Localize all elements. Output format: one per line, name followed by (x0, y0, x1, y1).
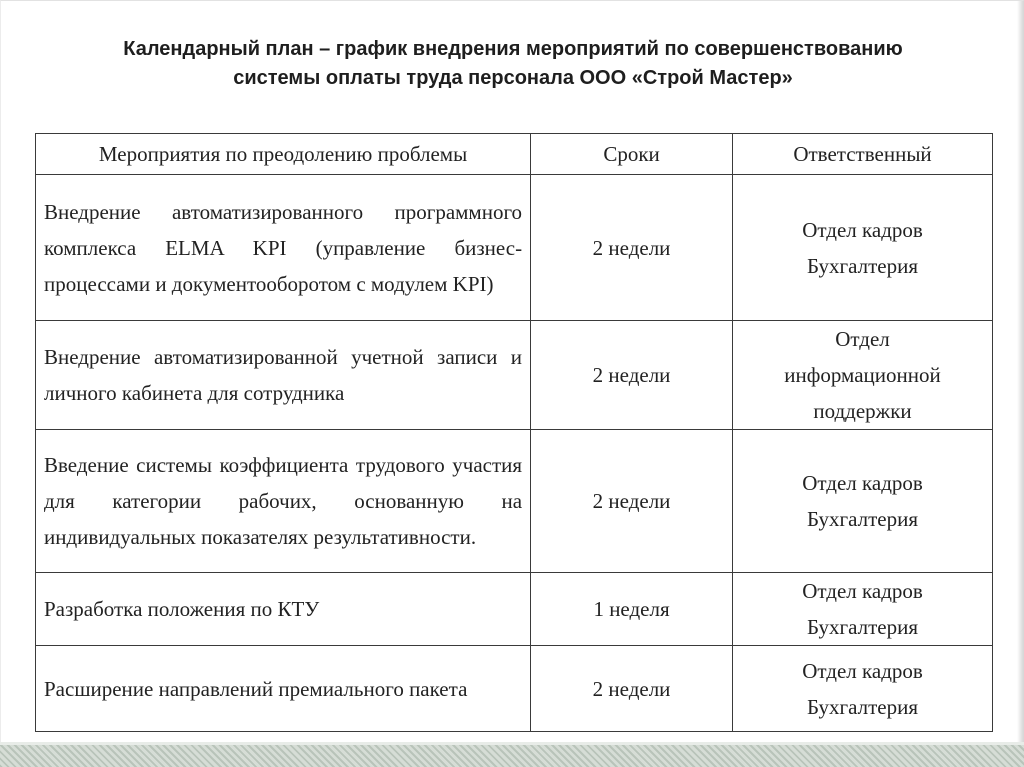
task-cell: Внедрение автоматизированной учетной записи и личного кабинета для сотрудника (36, 321, 531, 430)
responsible-cell (733, 646, 993, 732)
footer-bar-edge (0, 742, 1024, 745)
task-cell: Расширение направлений премиального пакета (36, 646, 531, 732)
implementation-plan-table (35, 133, 993, 732)
responsible-cell (733, 321, 993, 430)
title-line-1: Календарный план – график внедрения мероприятий по совершенствованию (123, 38, 903, 60)
table-header-row (36, 134, 993, 175)
responsible-line: Бухгалтерия (806, 694, 919, 719)
table-row (36, 175, 993, 321)
responsible-cell (733, 175, 993, 321)
term-cell: 2 недели (531, 646, 733, 732)
task-cell: Разработка положения по КТУ (36, 573, 531, 646)
responsible-line: Бухгалтерия (806, 615, 919, 639)
title-line-2: системы оплаты труда персонала ООО «Строй Мастер» (233, 67, 793, 89)
table-row (36, 321, 993, 430)
responsible-line: Отдел кадров (802, 217, 923, 242)
responsible-line: информационной (784, 363, 941, 387)
responsible-line: Бухгалтерия (806, 253, 919, 278)
table-row (36, 646, 993, 732)
table-row (36, 573, 993, 646)
task-cell: Внедрение автоматизированного программного комплекса ELMA KPI (управление бизнес-процессами и документооборотом с модулем KPI) (36, 175, 531, 321)
responsible-line: Бухгалтерия (806, 507, 919, 531)
term-cell: 2 недели (531, 321, 733, 430)
header-task: Мероприятия по преодолению проблемы (36, 134, 531, 175)
header-term: Сроки (531, 134, 733, 175)
term-cell: 1 неделя (531, 573, 733, 646)
responsible-line: Отдел кадров (802, 471, 923, 495)
term-cell: 2 недели (531, 430, 733, 573)
table-row (36, 430, 993, 573)
responsible-cell (733, 573, 993, 646)
responsible-line: Отдел кадров (802, 658, 923, 683)
responsible-line: поддержки (813, 399, 912, 423)
term-cell: 2 недели (531, 175, 733, 321)
page-title (41, 35, 985, 93)
responsible-line: Отдел (835, 327, 890, 351)
responsible-line: Отдел кадров (802, 579, 923, 603)
responsible-cell (733, 430, 993, 573)
slide-right-shadow (1017, 1, 1023, 743)
task-cell: Введение системы коэффициента трудового участия для категории рабочих, основанную на индивидуальных показателях результативности. (36, 430, 531, 573)
header-responsible: Ответственный (733, 134, 993, 175)
slide-footer-bar (0, 742, 1024, 767)
